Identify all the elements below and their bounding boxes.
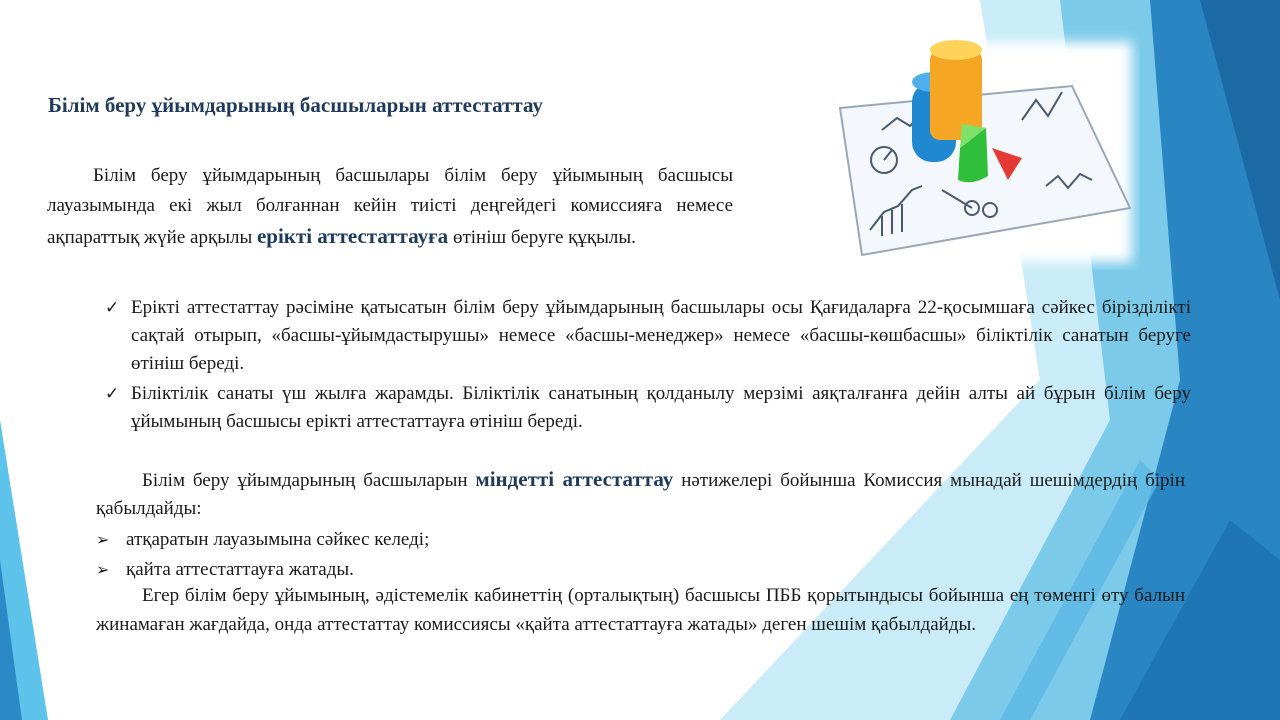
check-icon: ✓	[105, 298, 120, 318]
para2-keyword: міндетті аттестаттау	[475, 467, 674, 491]
arrow-bullet-icon: ➢	[96, 530, 110, 549]
list-item	[96, 525, 1185, 555]
list-item-text: Ерікті аттестаттау рәсіміне қатысатын білім беру ұйымдарының басшылары осы Қағидаларға 22-қосымшаға сәйкес бірізділікті сақтай отырып, «басшы-ұйымдастырушы» немесе «басшы-менеджер» немесе «басшы-көшбасшы» біліктілік санатын беруге өтініш береді.	[131, 297, 1191, 374]
arrow-bullet-icon: ➢	[96, 560, 110, 579]
chart-illustration-icon	[822, 30, 1140, 270]
list-item-text: Біліктілік санаты үш жылға жарамды. Біліктілік санатының қолданылу мерзімі аяқталғанға дейін алты ай бұрын білім беру ұйымының басшысы ерікті аттестаттауға өтініш береді.	[131, 383, 1191, 432]
list-item	[105, 380, 1191, 436]
page-title: Білім беру ұйымдарының басшыларын аттестаттау	[48, 93, 543, 117]
mandatory-paragraph	[96, 465, 1185, 523]
voluntary-checklist	[105, 294, 1191, 438]
list-item	[105, 294, 1191, 378]
intro-keyword: ерікті аттестаттауға	[256, 224, 449, 248]
para2-text-after: нәтижелері бойынша Комиссия мынадай шешімдердің бірін қабылдайды:	[96, 470, 1185, 519]
para2-text-before: Білім беру ұйымдарының басшыларын	[142, 470, 476, 491]
para3-text: Егер білім беру ұйымының, әдістемелік кабинеттің (орталықтың) басшысы ПББ қорытындысы бойынша ең төменгі өту балын жинамаған жағдайда, онда аттестаттау комиссиясы «қайта аттестаттауға жатады» деген шешім қабылдайды.	[96, 585, 1185, 635]
intro-text-before: Білім беру ұйымдарының басшылары білім беру ұйымының басшысы лауазымында екі жыл болғаннан кейін тиісті деңгейдегі комиссияға немесе ақпараттық жүйе арқылы	[47, 165, 733, 248]
list-item-text: атқаратын лауазымына сәйкес келеді;	[126, 529, 430, 550]
decisions-list	[96, 525, 1185, 585]
list-item-text: қайта аттестаттауға жатады.	[126, 559, 354, 580]
intro-paragraph	[47, 161, 733, 253]
intro-text-after: өтініш беруге құқылы.	[448, 227, 636, 248]
closing-paragraph	[96, 582, 1185, 639]
check-icon: ✓	[105, 384, 120, 404]
list-item	[96, 555, 1185, 585]
